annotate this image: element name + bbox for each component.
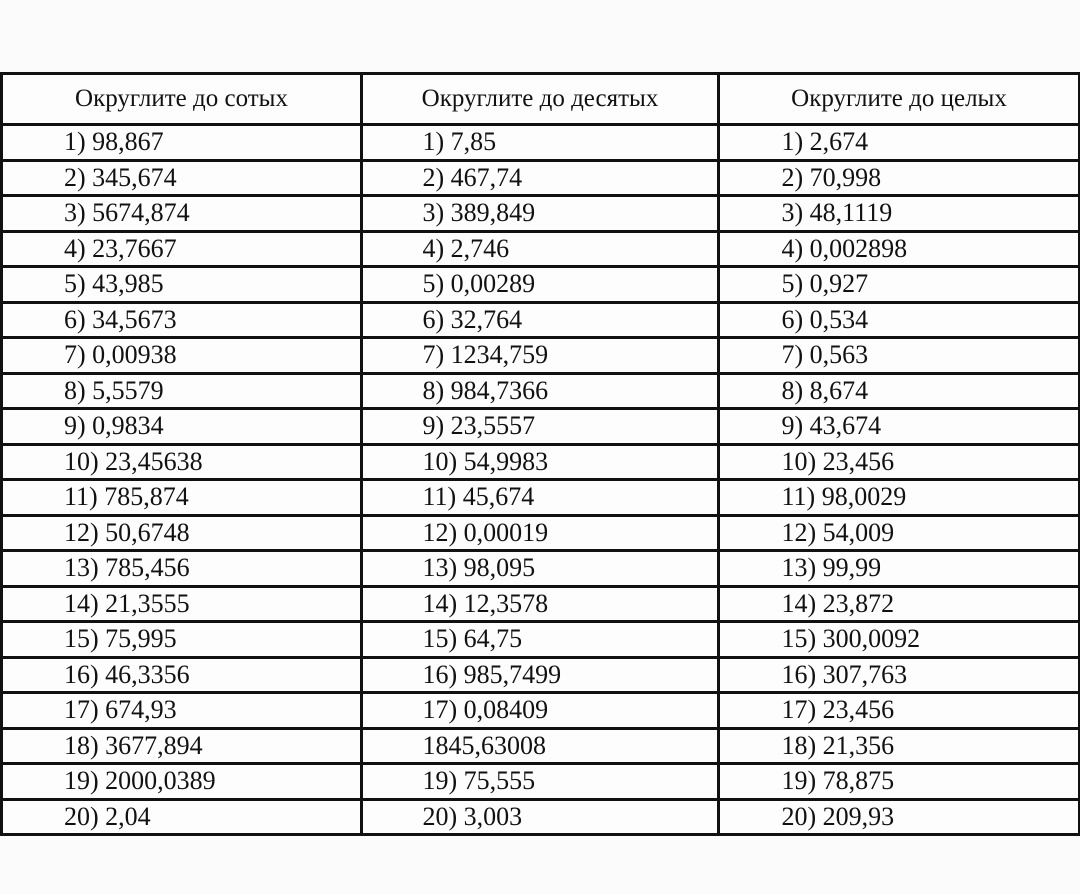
header-round-to-tenths: Округлите до десятых	[362, 74, 719, 125]
table-row	[2, 551, 1080, 587]
exercise-item-tenths: 1) 7,85	[422, 127, 497, 157]
exercise-item-tenths: 5) 0,00289	[422, 269, 536, 299]
exercise-item-tenths: 19) 75,555	[422, 766, 536, 796]
rounding-exercise-table	[0, 72, 1080, 836]
table-row	[2, 480, 1080, 516]
exercise-item-hundredths: 10) 23,45638	[64, 446, 203, 476]
exercise-item-integers: 2) 70,998	[781, 162, 882, 192]
cell-hundredths	[2, 657, 362, 693]
exercise-item-hundredths: 19) 2000,0389	[64, 766, 216, 796]
table-row	[2, 622, 1080, 658]
cell-integers	[719, 799, 1080, 835]
table-row	[2, 267, 1080, 303]
cell-tenths	[362, 586, 719, 622]
cell-hundredths	[2, 480, 362, 516]
cell-hundredths	[2, 764, 362, 800]
cell-tenths	[362, 551, 719, 587]
cell-tenths	[362, 480, 719, 516]
exercise-item-tenths: 17) 0,08409	[422, 695, 549, 725]
cell-hundredths	[2, 515, 362, 551]
table-row	[2, 302, 1080, 338]
exercise-item-tenths: 2) 467,74	[422, 162, 523, 192]
exercise-item-hundredths: 4) 23,7667	[64, 233, 177, 263]
cell-hundredths	[2, 551, 362, 587]
exercise-item-tenths: 4) 2,746	[422, 233, 510, 263]
table-row	[2, 231, 1080, 267]
table-row	[2, 515, 1080, 551]
table-row	[2, 657, 1080, 693]
rounding-exercise-sheet	[0, 72, 1079, 836]
exercise-item-integers: 20) 209,93	[781, 801, 895, 831]
exercise-item-integers: 16) 307,763	[781, 659, 908, 689]
cell-tenths	[362, 728, 719, 764]
cell-hundredths	[2, 160, 362, 196]
exercise-item-integers: 6) 0,534	[781, 304, 869, 334]
table-row	[2, 160, 1080, 196]
exercise-item-hundredths: 8) 5,5579	[64, 375, 164, 405]
exercise-item-integers: 5) 0,927	[781, 269, 869, 299]
exercise-item-integers: 1) 2,674	[781, 127, 869, 157]
cell-integers	[719, 586, 1080, 622]
cell-tenths	[362, 125, 719, 161]
exercise-item-integers: 12) 54,009	[781, 517, 895, 547]
cell-hundredths	[2, 302, 362, 338]
cell-hundredths	[2, 444, 362, 480]
table-row	[2, 125, 1080, 161]
exercise-item-tenths: 3) 389,849	[422, 198, 536, 228]
cell-hundredths	[2, 231, 362, 267]
cell-tenths	[362, 657, 719, 693]
exercise-item-integers: 3) 48,1119	[781, 198, 893, 228]
cell-integers	[719, 267, 1080, 303]
cell-tenths	[362, 373, 719, 409]
exercise-item-hundredths: 16) 46,3356	[64, 659, 190, 689]
table-row	[2, 799, 1080, 835]
cell-tenths	[362, 267, 719, 303]
cell-integers	[719, 657, 1080, 693]
exercise-item-hundredths: 13) 785,456	[64, 553, 190, 583]
cell-tenths	[362, 764, 719, 800]
table-row	[2, 586, 1080, 622]
cell-integers	[719, 622, 1080, 658]
table-row	[2, 373, 1080, 409]
cell-integers	[719, 160, 1080, 196]
cell-tenths	[362, 302, 719, 338]
exercise-item-hundredths: 11) 785,874	[64, 482, 189, 512]
exercise-item-integers: 8) 8,674	[781, 375, 869, 405]
exercise-item-hundredths: 18) 3677,894	[64, 730, 203, 760]
cell-integers	[719, 196, 1080, 232]
exercise-item-tenths: 10) 54,9983	[422, 446, 549, 476]
exercise-item-hundredths: 6) 34,5673	[64, 304, 177, 334]
cell-tenths	[362, 409, 719, 445]
exercise-item-hundredths: 17) 674,93	[64, 695, 177, 725]
exercise-item-tenths: 7) 1234,759	[422, 340, 549, 370]
cell-hundredths	[2, 409, 362, 445]
cell-integers	[719, 444, 1080, 480]
cell-hundredths	[2, 586, 362, 622]
cell-integers	[719, 515, 1080, 551]
cell-integers	[719, 231, 1080, 267]
exercise-item-tenths: 14) 12,3578	[422, 588, 549, 618]
cell-hundredths	[2, 125, 362, 161]
exercise-item-integers: 9) 43,674	[781, 411, 882, 441]
exercise-item-hundredths: 15) 75,995	[64, 624, 177, 654]
cell-integers	[719, 373, 1080, 409]
table-row	[2, 444, 1080, 480]
exercise-item-tenths: 9) 23,5557	[422, 411, 536, 441]
header-round-to-integers: Округлите до целых	[719, 74, 1080, 125]
table-header-row	[2, 74, 1080, 125]
exercise-item-integers: 10) 23,456	[781, 446, 895, 476]
table-row	[2, 693, 1080, 729]
cell-hundredths	[2, 728, 362, 764]
table-body	[2, 125, 1080, 835]
cell-tenths	[362, 515, 719, 551]
table-row	[2, 338, 1080, 374]
exercise-item-integers: 7) 0,563	[781, 340, 869, 370]
cell-hundredths	[2, 693, 362, 729]
cell-integers	[719, 409, 1080, 445]
exercise-item-integers: 15) 300,0092	[781, 624, 921, 654]
exercise-item-hundredths: 7) 0,00938	[64, 340, 177, 370]
exercise-item-integers: 17) 23,456	[781, 695, 895, 725]
exercise-item-tenths: 11) 45,674	[422, 482, 535, 512]
exercise-item-integers: 19) 78,875	[781, 766, 895, 796]
cell-integers	[719, 125, 1080, 161]
exercise-item-tenths: 8) 984,7366	[422, 375, 549, 405]
exercise-item-tenths: 15) 64,75	[422, 624, 523, 654]
cell-tenths	[362, 799, 719, 835]
cell-hundredths	[2, 338, 362, 374]
cell-integers	[719, 728, 1080, 764]
exercise-item-hundredths: 5) 43,985	[64, 269, 164, 299]
cell-hundredths	[2, 196, 362, 232]
header-round-to-hundredths: Округлите до сотых	[2, 74, 362, 125]
exercise-item-tenths: 13) 98,095	[422, 553, 536, 583]
table-row	[2, 409, 1080, 445]
exercise-item-integers: 14) 23,872	[781, 588, 895, 618]
exercise-item-tenths: 20) 3,003	[422, 801, 523, 831]
exercise-item-integers: 18) 21,356	[781, 730, 895, 760]
cell-hundredths	[2, 799, 362, 835]
exercise-item-integers: 4) 0,002898	[781, 233, 908, 263]
exercise-item-hundredths: 20) 2,04	[64, 801, 151, 831]
cell-integers	[719, 764, 1080, 800]
exercise-item-hundredths: 9) 0,9834	[64, 411, 164, 441]
exercise-item-hundredths: 2) 345,674	[64, 162, 177, 192]
exercise-item-tenths: 12) 0,00019	[422, 517, 549, 547]
cell-tenths	[362, 231, 719, 267]
cell-tenths	[362, 160, 719, 196]
cell-integers	[719, 302, 1080, 338]
cell-tenths	[362, 196, 719, 232]
cell-tenths	[362, 622, 719, 658]
cell-tenths	[362, 338, 719, 374]
cell-tenths	[362, 693, 719, 729]
cell-integers	[719, 338, 1080, 374]
cell-tenths	[362, 444, 719, 480]
table-row	[2, 196, 1080, 232]
exercise-item-hundredths: 14) 21,3555	[64, 588, 190, 618]
table-row	[2, 728, 1080, 764]
cell-integers	[719, 693, 1080, 729]
cell-hundredths	[2, 267, 362, 303]
exercise-item-tenths: 1845,63008	[422, 730, 546, 760]
cell-integers	[719, 480, 1080, 516]
cell-hundredths	[2, 622, 362, 658]
exercise-item-hundredths: 12) 50,6748	[64, 517, 190, 547]
cell-integers	[719, 551, 1080, 587]
cell-hundredths	[2, 373, 362, 409]
exercise-item-tenths: 16) 985,7499	[422, 659, 562, 689]
table-row	[2, 764, 1080, 800]
exercise-item-integers: 13) 99,99	[781, 553, 882, 583]
exercise-item-hundredths: 1) 98,867	[64, 127, 164, 157]
exercise-item-tenths: 6) 32,764	[422, 304, 523, 334]
exercise-item-hundredths: 3) 5674,874	[64, 198, 190, 228]
exercise-item-integers: 11) 98,0029	[781, 482, 907, 512]
